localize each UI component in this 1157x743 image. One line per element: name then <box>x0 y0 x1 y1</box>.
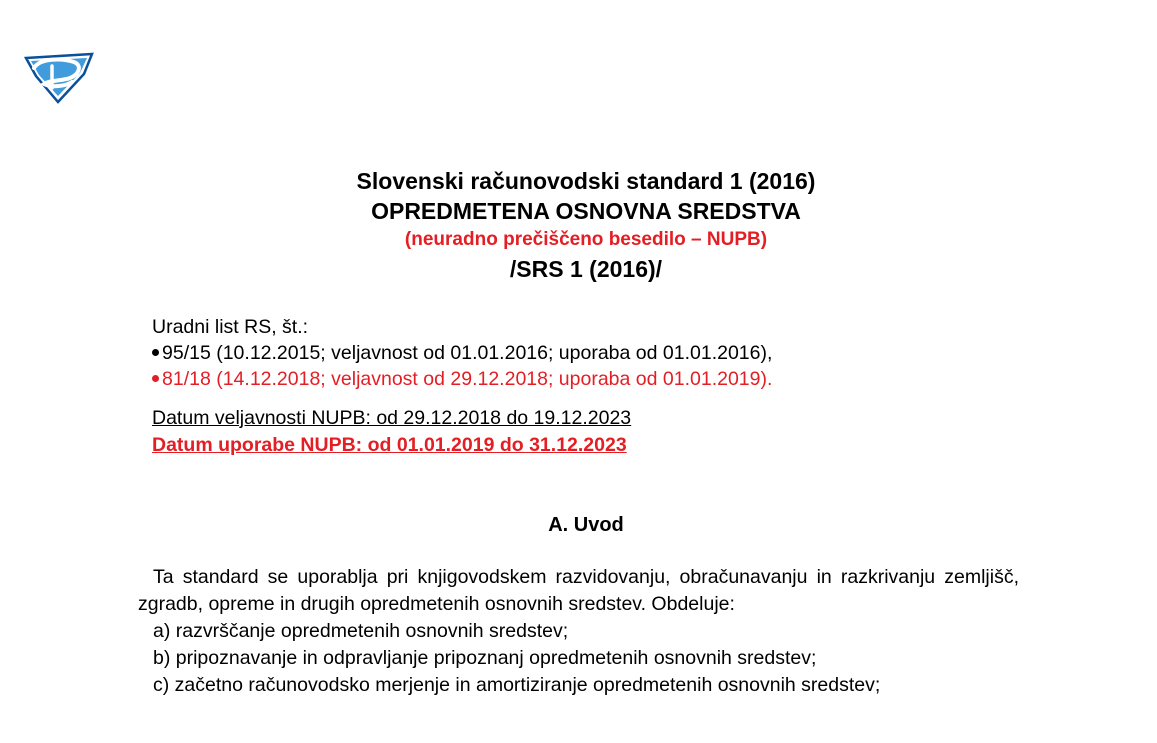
nupb-dates <box>152 405 631 459</box>
application-date: Datum uporabe NUPB: od 01.01.2019 do 31.12.2023 <box>152 434 627 456</box>
gazette-entry-amended: 81/18 (14.12.2018; veljavnost od 29.12.2018; uporaba od 01.01.2019). <box>152 366 772 392</box>
gazette-entry: 95/15 (10.12.2015; veljavnost od 01.01.2016; uporaba od 01.01.2016), <box>152 340 772 366</box>
document-subject: OPREDMETENA OSNOVNA SREDSTVA <box>371 198 801 224</box>
document-unofficial-note: (neuradno prečiščeno besedilo – NUPB) <box>404 229 768 250</box>
validity-date: Datum veljavnosti NUPB: od 29.12.2018 do 19.12.2023 <box>152 407 632 429</box>
sd-shield-logo-icon <box>22 48 96 104</box>
section-heading: A. Uvod <box>548 514 624 536</box>
document-code: /SRS 1 (2016)/ <box>509 256 663 282</box>
list-item: b) pripoznavanje in odpravljanje pripoznanj opredmetenih osnovnih sredstev; <box>153 647 817 669</box>
bullet-icon <box>152 349 159 356</box>
section-body <box>138 564 1019 699</box>
document-title-block <box>0 166 1157 284</box>
gazette-references <box>152 314 772 392</box>
document-title: Slovenski računovodski standard 1 (2016) <box>356 168 816 194</box>
list-item: a) razvrščanje opredmetenih osnovnih sredstev; <box>153 620 569 642</box>
bullet-icon <box>152 375 159 382</box>
list-item: c) začetno računovodsko merjenje in amortiziranje opredmetenih osnovnih sredstev; <box>153 674 881 696</box>
gazette-label: Uradni list RS, št.: <box>152 316 309 338</box>
intro-paragraph: Ta standard se uporablja pri knjigovodskem razvidovanju, obračunavanju in razkrivanju zemljišč, zgradb, opreme in drugih opredmetenih osnovnih sredstev. Obdeluje: <box>138 566 1019 615</box>
